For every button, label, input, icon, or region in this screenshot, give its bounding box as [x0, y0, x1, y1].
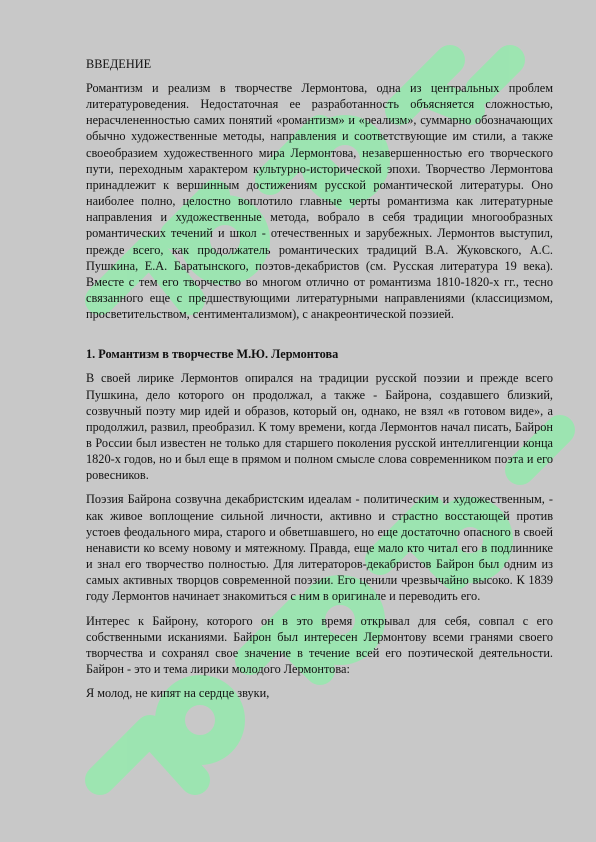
- verse-line: Я молод, не кипят на сердце звуки,: [86, 686, 270, 701]
- body-paragraph-1: В своей лирике Лермонтов опирался на традиции русской поэзии и прежде всего Пушкина, дело которого он продолжал, а также - Байрона, создавшего близкий, созвучный поэту мир идей и образов, который он, однако, не взял «в готовом виде», а продолжил, развил, преобразил. К тому времени, когда Лермонтов начал писать, Байрон в России был известен не только для старшего поколения русской интеллигенции конца 1820-х годов, но и был еще в прямом и полном смысле слова современником поэта и его ровесников.: [86, 371, 553, 483]
- introduction-heading: ВВЕДЕНИЕ: [86, 57, 152, 71]
- section-title: 1. Романтизм в творчестве М.Ю. Лермонтова: [86, 347, 339, 362]
- intro-paragraph: Романтизм и реализм в творчестве Лермонтова, одна из центральных проблем литературоведения. Недостаточная ее разработанность объясняется сложностью, нерасчлененностью самих понятий «романтизм» и «реализм», суммарно обозначающих обычно художественные методы, направления и соответствующие им стили, а также своеобразием художественного мира Лермонтова, незавершенностью его творческого пути, переходным характером культурно-исторической эпохи. Творчество Лермонтова принадлежит к вершинным достижениям русской романтической литературы. Оно наиболее полно, целостно воплотило главные черты романтизма как литературные направления и художественные метода, вобрало в себя традиции многообразных романтических течений и школ - отечественных и зарубежных. Лермонтов выступил, прежде всего, как продолжатель романтических традиций В.А. Жуковского, А.С. Пушкина, Е.А. Баратынского, поэтов-декабристов (см. Русская литература 19 века). Вместе с тем его творчество во многом отлично от романтизма 1810-1820-х гг., тесно связанного еще с предшествующими литературными направлениями (классицизмом, просветительством, сентиментализмом), с анакреонтической поэзией.: [86, 81, 553, 322]
- body-paragraph-3: Интерес к Байрону, которого он в это время открывал для себя, совпал с его собственными исканиями. Байрон был интересен Лермонтову всеми гранями своего творчества и сохранял свое значение в течение всей его поэтической деятельности. Байрон - это и тема лирики молодого Лермонтова:: [86, 613, 553, 676]
- body-paragraph-2: Поэзия Байрона созвучна декабристским идеалам - политическим и художественным, - как живое воплощение сильной личности, активно и страстно восстающей против устоев феодального мира, старого и обветшавшего, но еще достаточно опасного в своей ненависти ко всему новому и мятежному. Правда, еще мало кто читал его в подлиннике и знал его творчество полностью. Для литераторов-декабристов Байрон был одним из самых активных творцов современной поэзии. Его ценили чрезвычайно высоко. К 1839 году Лермонтов начинает знакомиться с ним в оригинале и переводить его.: [86, 492, 553, 604]
- document-page: [86, 56, 553, 701]
